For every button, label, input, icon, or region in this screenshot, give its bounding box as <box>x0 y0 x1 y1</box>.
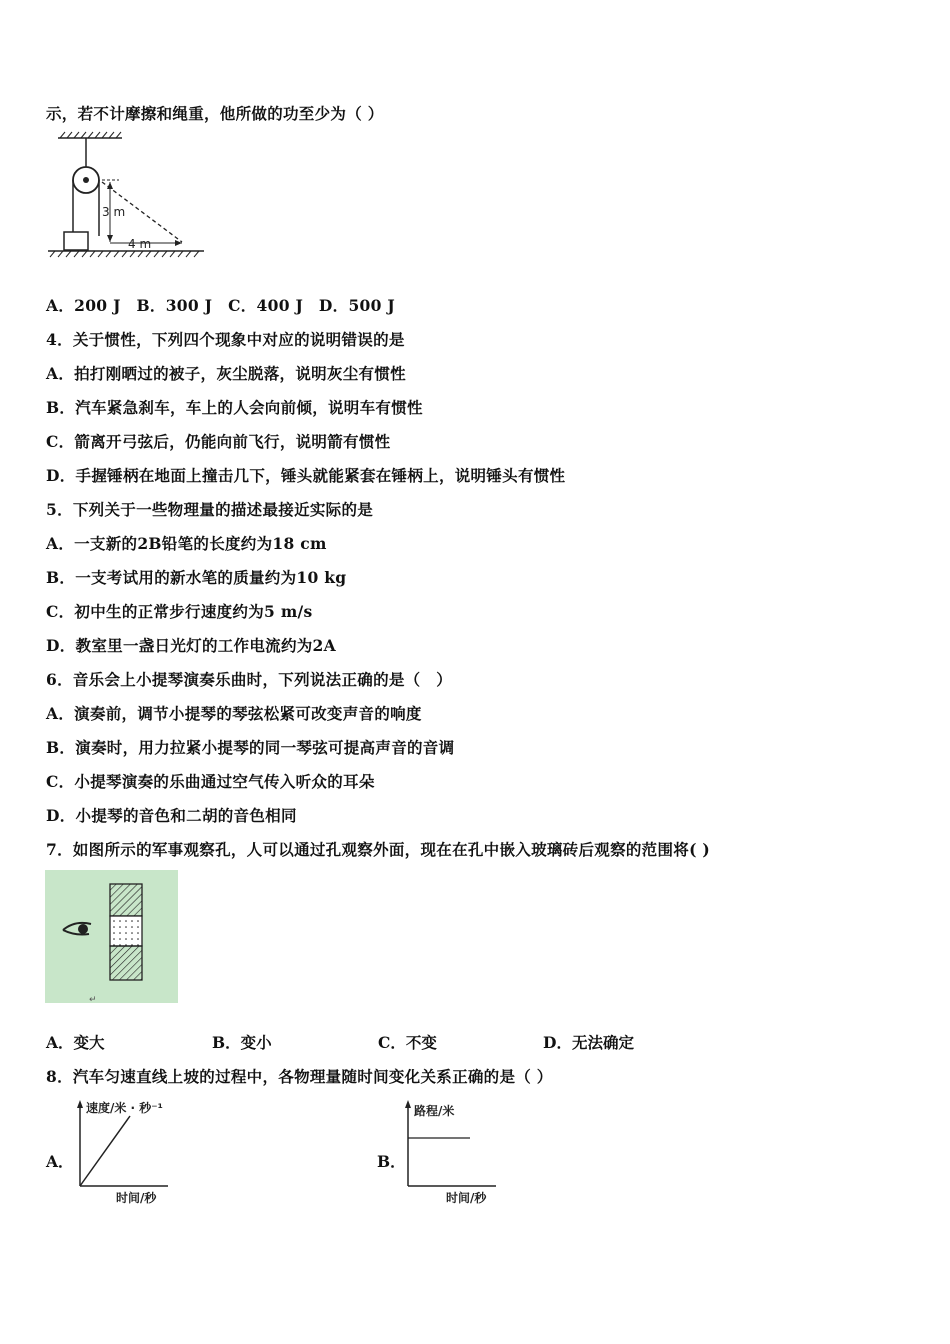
pulley-figure <box>44 130 214 268</box>
q7-option-c: C．不变 <box>378 1033 437 1052</box>
q7-option-d: D．无法确定 <box>543 1033 634 1052</box>
q7-stem: 7．如图所示的军事观察孔，人可以通过孔观察外面，现在在孔中嵌入玻璃砖后观察的范围将( ) <box>46 840 711 859</box>
q6-option-a: A．演奏前，调节小提琴的琴弦松紧可改变声音的响度 <box>46 704 422 723</box>
q8-graph-b-label: B． <box>377 1152 406 1171</box>
graph-a-xlabel: 时间/秒 <box>116 1191 157 1205</box>
q5-option-a: A．一支新的2B铅笔的长度约为18 cm <box>46 534 327 553</box>
q4-stem: 4．关于惯性，下列四个现象中对应的说明错误的是 <box>46 330 405 349</box>
q7-option-b: B．变小 <box>212 1033 272 1052</box>
q6-option-c: C．小提琴演奏的乐曲通过空气传入听众的耳朵 <box>46 772 375 791</box>
q5-option-b: B．一支考试用的新水笔的质量约为10 kg <box>46 568 347 587</box>
graph-b-xlabel: 时间/秒 <box>446 1191 487 1205</box>
q6-stem: 6．音乐会上小提琴演奏乐曲时，下列说法正确的是（ ） <box>46 670 453 689</box>
observation-hole-figure <box>45 870 178 1003</box>
graph-a-line <box>80 1116 130 1186</box>
q4-option-d: D．手握锤柄在地面上撞击几下，锤头就能紧套在锤柄上，说明锤头有惯性 <box>46 466 566 485</box>
svg-text:↵: ↵ <box>89 995 97 1003</box>
q3-options: A．200 J B．300 J C．400 J D．500 J <box>46 296 396 315</box>
graph-a <box>72 1098 202 1208</box>
q5-stem: 5．下列关于一些物理量的描述最接近实际的是 <box>46 500 374 519</box>
q7-option-a: A．变大 <box>46 1033 105 1052</box>
q4-option-c: C．箭离开弓弦后，仍能向前飞行，说明箭有惯性 <box>46 432 391 451</box>
q6-option-d: D．小提琴的音色和二胡的音色相同 <box>46 806 297 825</box>
q3-stem-tail: 示，若不计摩擦和绳重，他所做的功至少为（ ） <box>46 104 384 123</box>
height-label: 3 m <box>102 205 126 219</box>
q6-option-b: B．演奏时，用力拉紧小提琴的同一琴弦可提高声音的音调 <box>46 738 455 757</box>
q4-option-b: B．汽车紧急刹车，车上的人会向前倾，说明车有惯性 <box>46 398 423 417</box>
graph-b-ylabel: 路程/米 <box>414 1104 455 1118</box>
q8-stem: 8．汽车匀速直线上坡的过程中，各物理量随时间变化关系正确的是（ ） <box>46 1067 553 1086</box>
graph-b <box>400 1098 530 1208</box>
q5-option-c: C．初中生的正常步行速度约为5 m/s <box>46 602 313 621</box>
graph-a-ylabel: 速度/米 · 秒⁻¹ <box>86 1101 163 1115</box>
q4-option-a: A．拍打刚晒过的被子，灰尘脱落，说明灰尘有惯性 <box>46 364 406 383</box>
width-label: 4 m <box>128 237 152 251</box>
q8-graph-a-label: A． <box>46 1152 74 1171</box>
q5-option-d: D．教室里一盏日光灯的工作电流约为2A <box>46 636 336 655</box>
